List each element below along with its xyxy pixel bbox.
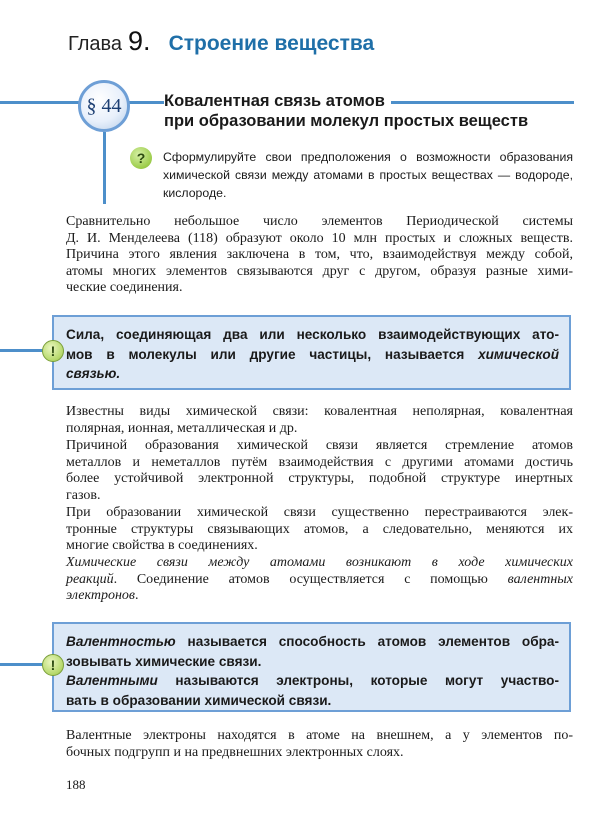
chapter-header <box>68 26 374 62</box>
definition-line <box>66 632 559 652</box>
paragraph-line: полярная, ионная, металлическая и др. <box>66 420 298 436</box>
paragraph-text: . <box>135 588 139 604</box>
question-line: кислороде. <box>163 186 227 200</box>
definition-line <box>66 345 559 365</box>
paragraph-line: При образовании химической связи существенно перестраиваются элек- <box>66 505 573 520</box>
section-rule-left <box>0 101 80 104</box>
paragraph-intro <box>66 214 573 297</box>
paragraph-line: Сравнительно небольшое число элементов Периодической системы <box>66 214 573 229</box>
definition-box-valence <box>52 622 571 712</box>
section-rule-vertical <box>103 132 106 204</box>
question-text <box>163 148 573 202</box>
section-title <box>164 91 564 131</box>
page-number: 188 <box>66 777 86 792</box>
paragraph-line: Причина этого явления заключена в том, что, взаимодействуя между собой, <box>66 247 573 263</box>
paragraph-line: металлов и неметаллов путём взаимодействия с другими атомами достичь <box>66 454 573 470</box>
definition-line: Сила, соединяющая два или несколько взаимодействующих ато- <box>66 327 559 342</box>
question-line: химической связи между атомами в простых веществах — водороде, <box>163 168 573 182</box>
section-badge: § 44 <box>78 80 130 132</box>
paragraph-line: Валентные электроны находятся в атоме на внешнем, а у элементов по- <box>66 728 573 743</box>
paragraph-line <box>66 555 573 572</box>
section-title-line: Ковалентная связь атомов <box>164 91 391 111</box>
emphasis-text: Химические связи между атомами возникают в ходе химических <box>66 555 573 570</box>
emphasis-text: электронов <box>66 588 135 604</box>
exclamation-icon: ! <box>42 654 64 676</box>
chapter-number: 9. <box>128 26 151 56</box>
paragraph-line: ческие соединения. <box>66 280 183 296</box>
definition-term: Валентностью <box>66 634 176 649</box>
paragraph-line: бочных подгрупп и на предвнешних электронных слоях. <box>66 744 404 760</box>
emphasis-text: валентных <box>507 571 573 587</box>
exclamation-icon: ! <box>42 340 64 362</box>
paragraph-line <box>66 588 573 605</box>
paragraph-valence-electrons <box>66 555 573 605</box>
definition-text: называется способность атомов элементов обра- <box>175 634 559 649</box>
chapter-title: Строение вещества <box>168 32 375 55</box>
chapter-word: Глава <box>68 33 123 55</box>
definition-line <box>66 364 559 384</box>
paragraph-line: более устойчивой электронной структуры, подобной структуре инертных <box>66 471 573 487</box>
definition-box-chemical-bond <box>52 315 571 390</box>
paragraph-line: многие свойства в соединениях. <box>66 538 258 554</box>
paragraph-line <box>66 572 573 589</box>
definition-line <box>66 671 559 691</box>
paragraph-bond-types <box>66 404 573 437</box>
paragraph-line: газов. <box>66 487 101 503</box>
paragraph-line: Известны виды химической связи: ковалентная неполярная, ковалентная <box>66 404 573 419</box>
definition-line: зовывать химические связи. <box>66 653 262 669</box>
paragraph-text: . Соединение атомов осуществляется с помощью <box>113 571 508 587</box>
paragraph-line: Причиной образования химической связи является стремление атомов <box>66 438 573 453</box>
definition-text: называются электроны, которые могут участво- <box>157 673 559 688</box>
definition-term: Валентными <box>66 673 158 688</box>
paragraph-line: тронные структуры связывающих атомов, а следовательно, меняются их <box>66 521 573 537</box>
definition-term: связью. <box>66 366 121 381</box>
emphasis-text: реакций <box>66 571 114 587</box>
section-title-line: при образовании молекул простых веществ <box>164 112 529 130</box>
question-line: Сформулируйте свои предположения о возможности образования <box>163 150 573 164</box>
paragraph-outer-layers <box>66 728 573 761</box>
definition-line: вать в образовании химической связи. <box>66 692 332 708</box>
definition-text: мов в молекулы или другие частицы, называется <box>66 346 479 362</box>
question-icon: ? <box>130 147 152 169</box>
paragraph-line: атомы многих элементов связываются друг с другом, образуя разные хими- <box>66 263 573 279</box>
paragraph-line: Д. И. Менделеева (118) образуют около 10 млн простых и сложных веществ. <box>66 230 573 246</box>
paragraph-bond-cause <box>66 438 573 504</box>
paragraph-restructuring <box>66 505 573 555</box>
definition-term: химической <box>478 346 559 362</box>
